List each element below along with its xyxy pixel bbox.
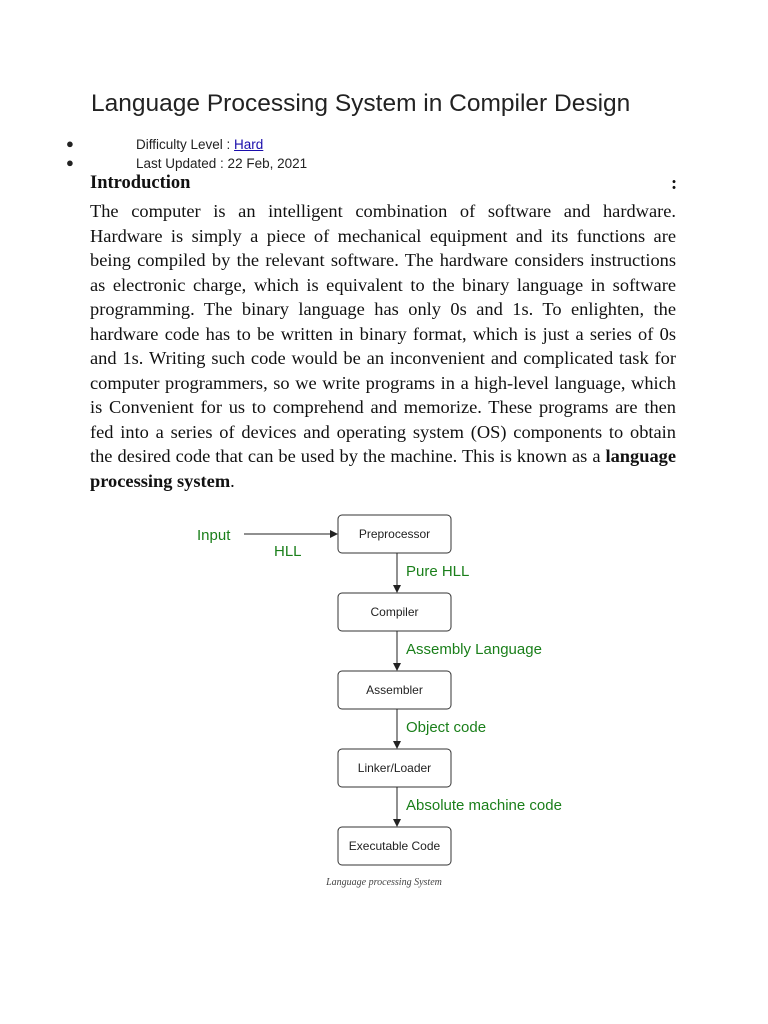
difficulty-label: Difficulty Level : [136,137,235,152]
difficulty-link[interactable]: Hard [234,137,264,152]
last-updated: Last Updated : 22 Feb, 2021 [136,156,308,171]
intro-colon: : [671,174,678,194]
bullet-icon: ● [66,155,74,170]
stage-label: Compiler [370,605,419,619]
bullet-icon: ● [66,136,74,151]
stage-label: Preprocessor [358,527,431,541]
stage-label: Executable Code [348,839,441,853]
stage-label: Linker/Loader [357,761,432,775]
edge-label: Pure HLL [406,563,470,580]
input-sub-label: HLL [274,543,302,560]
edge-label: Assembly Language [406,641,542,658]
diagram-caption: Language processing System [326,877,442,888]
intro-heading: Introduction [90,173,191,193]
stage-label: Assembler [366,683,423,697]
edge-label: Object code [406,719,487,736]
body-bold-term: language processing system [90,446,676,491]
edge-label: Absolute machine code [406,797,562,814]
body-end: . [230,470,235,491]
input-label: Input [197,527,231,544]
page-title: Language Processing System in Compiler Design [91,90,631,117]
body-text: The computer is an intelligent combination of software and hardware. Hardware is simply a piece of mechanical equipment and its functions are being compiled by the relevant software. The hardware considers instructions as electronic charge, which is equivalent to the binary language in software programming. The binary language has only 0s and 1s. To enlighten, the hardware code has to be written in binary format, which is just a series of 0s and 1s. Writing such code would be an inconvenient and complicated task for computer programmers, so we write programs in a high-level language, which is Convenient for us to comprehend and memorize. These programs are then fed into a series of devices and operating system (OS) components to obtain the desired code that can be used by the machine. This is known as a [90,201,676,466]
